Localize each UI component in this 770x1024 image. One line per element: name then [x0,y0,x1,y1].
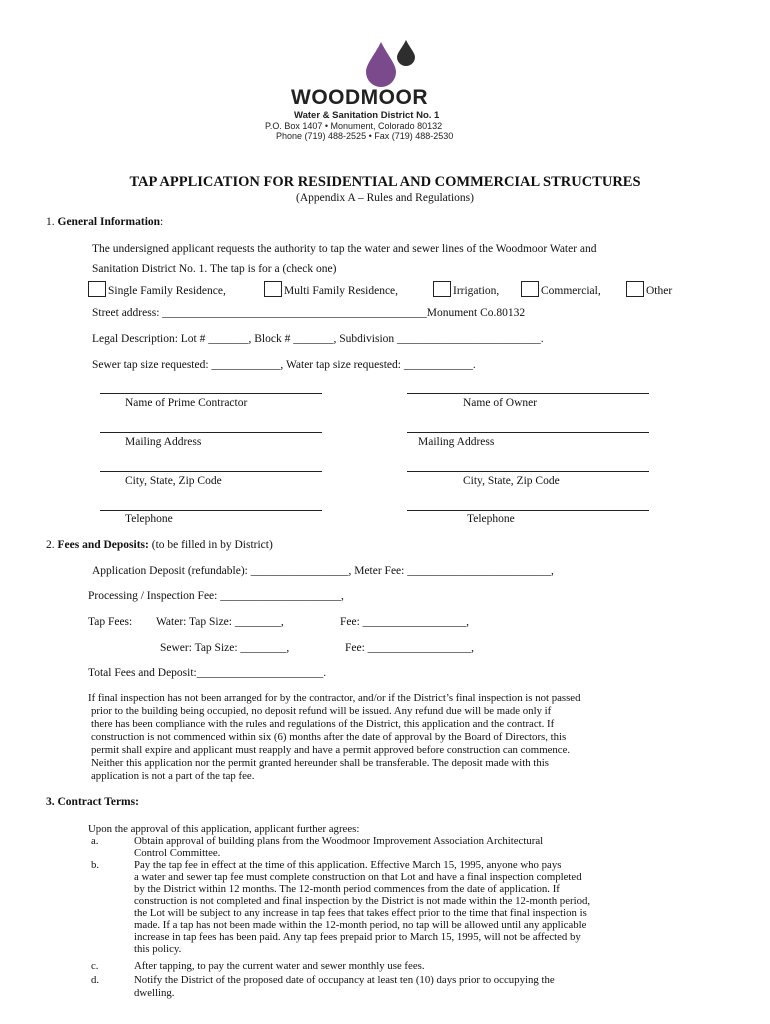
item-line: construction is not completed and final inspection by the District is not made within the 12-month period, [134,895,591,907]
item-label: c. [91,960,99,972]
logo-name: WOODMOOR [291,86,428,109]
item-line: Pay the tap fee in effect at the time of this application. Effective March 15, 1995, anyone who pays [134,859,562,871]
item-line: Notify the District of the proposed date of occupancy at least ten (10) days prior to occupying the [134,974,555,986]
item-line: this policy. [134,943,182,955]
section-2-heading: 2. Fees and Deposits: (to be filled in by District) [46,539,273,551]
item-line: increase in tap fees has been paid. Any tap fees prepaid prior to March 15, 1995, will not be affected by [134,931,581,943]
street-address-field[interactable]: Street address: ______________________________________________Monument Co.80132 [92,307,526,319]
checkbox-icon[interactable] [433,281,451,297]
item-line: Control Committee. [134,847,221,859]
paragraph-line: there has been compliance with the rules and regulations of the District, this application and the contract. If [91,718,555,730]
contractor-city-label: City, State, Zip Code [125,475,222,487]
document-subtitle: (Appendix A – Rules and Regulations) [296,192,474,204]
owner-name-line[interactable] [407,393,649,394]
total-fees-field[interactable]: Total Fees and Deposit:______________________. [88,667,327,679]
woodmoor-logo-drops [360,40,420,88]
contractor-telephone-label: Telephone [125,513,173,525]
legal-description-field[interactable]: Legal Description: Lot # _______, Block # _______, Subdivision _________________________. [92,333,544,345]
item-label: a. [91,835,99,847]
tap-size-requested-field[interactable]: Sewer tap size requested: ____________, Water tap size requested: ____________. [92,359,476,371]
contractor-city-line[interactable] [100,471,322,472]
paragraph-line: permit shall expire and applicant must reapply and have a permit approved before construction can commence. [91,744,571,756]
sewer-tap-size-field[interactable]: Sewer: Tap Size: ________, [160,642,290,654]
checkbox-icon[interactable] [88,281,106,297]
item-line: a water and sewer tap fee must complete construction on that Lot and have a final inspection completed [134,871,582,883]
owner-telephone-line[interactable] [407,510,649,511]
paragraph-line: application is not a part of the tap fee. [91,770,255,782]
owner-telephone-label: Telephone [467,513,515,525]
owner-name-label: Name of Owner [463,397,538,409]
item-label: b. [91,859,100,871]
contract-intro: Upon the approval of this application, applicant further agrees: [88,823,360,835]
dark-drop-icon [397,40,415,66]
contractor-address-line[interactable] [100,432,322,433]
item-line: Obtain approval of building plans from the Woodmoor Improvement Association Architectural [134,835,544,847]
item-line: by the District within 12 months. The 12-month period commences from the date of application. If [134,883,560,895]
section-1-heading: 1. General Information: [46,216,164,228]
checkbox-option-single-family[interactable]: Single Family Residence, [88,281,226,297]
contractor-address-label: Mailing Address [125,436,202,448]
logo-address: P.O. Box 1407 • Monument, Colorado 80132 [265,121,443,131]
sewer-fee-field[interactable]: Fee: __________________, [345,642,475,654]
paragraph-line: construction is not commenced within six (6) months after the date of approval by the Board of Directors, this [91,731,567,743]
processing-fee-field[interactable]: Processing / Inspection Fee: _____________________, [88,590,344,602]
owner-address-label: Mailing Address [418,436,495,448]
contractor-telephone-line[interactable] [100,510,322,511]
checkbox-option-irrigation[interactable]: Irrigation, [433,281,499,297]
application-deposit-field[interactable]: Application Deposit (refundable): _________________, Meter Fee: _________________________, [92,565,554,577]
owner-city-label: City, State, Zip Code [463,475,560,487]
intro-line-1: The undersigned applicant requests the authority to tap the water and sewer lines of the Woodmoor Water and [92,243,597,255]
intro-line-2: Sanitation District No. 1. The tap is for a (check one) [92,263,337,275]
tap-fees-label: Tap Fees: [88,616,133,628]
checkbox-option-multi-family[interactable]: Multi Family Residence, [264,281,398,297]
owner-city-line[interactable] [407,471,649,472]
paragraph-line: Neither this application nor the permit granted hereunder shall be transferable. The deposit made with this [91,757,549,769]
item-label: d. [91,974,100,986]
item-line: After tapping, to pay the current water and sewer monthly use fees. [134,960,425,972]
purple-drop-icon [366,42,396,87]
checkbox-icon[interactable] [626,281,644,297]
checkbox-option-commercial[interactable]: Commercial, [521,281,601,297]
checkbox-option-other[interactable]: Other [626,281,672,297]
item-line: dwelling. [134,987,175,999]
contractor-name-line[interactable] [100,393,322,394]
checkbox-icon[interactable] [264,281,282,297]
logo-phone: Phone (719) 488-2525 • Fax (719) 488-2530 [276,131,454,141]
item-line: made. If a tap has not been made within the 12-month period, no tap will be allowed until any applicable [134,919,587,931]
item-line: the Lot will be subject to any increase in tap fees that takes effect prior to the time that final inspection is [134,907,587,919]
document-title: TAP APPLICATION FOR RESIDENTIAL AND COMMERCIAL STRUCTURES [129,174,641,190]
owner-address-line[interactable] [407,432,649,433]
paragraph-line: prior to the building being occupied, no deposit refund will be issued. Any refund due will be made only if [91,705,552,717]
section-3-heading: 3. Contract Terms: [46,796,139,808]
logo-subtitle: Water & Sanitation District No. 1 [294,110,440,121]
checkbox-icon[interactable] [521,281,539,297]
contractor-name-label: Name of Prime Contractor [125,397,248,409]
paragraph-line: If final inspection has not been arranged for by the contractor, and/or if the District’s final inspection is not passed [88,692,581,704]
water-fee-field[interactable]: Fee: __________________, [340,616,470,628]
water-tap-size-field[interactable]: Water: Tap Size: ________, [156,616,284,628]
